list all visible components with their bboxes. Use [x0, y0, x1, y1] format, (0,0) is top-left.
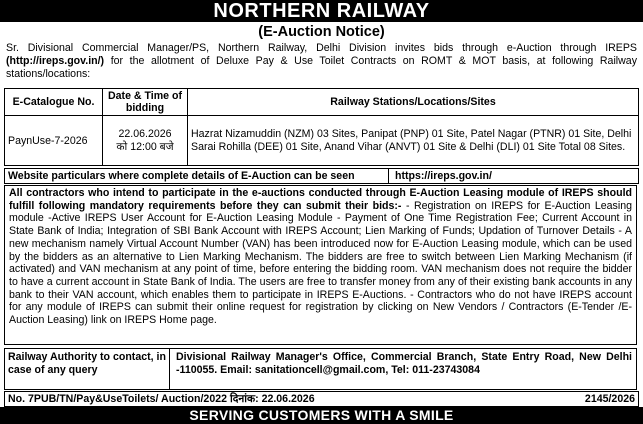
- slogan-banner: SERVING CUSTOMERS WITH A SMILE: [0, 407, 643, 424]
- requirements-heading: All contractors who intend to participate in the e-auctions conducted through E-Auction Leasing module of IREPS should fulfill following mandatory requirements before they can submit their bids:-: [9, 187, 632, 212]
- reference-date: 22.06.2026: [261, 393, 315, 405]
- header-catalogue: E-Catalogue No.: [5, 89, 103, 116]
- website-row: [4, 168, 639, 184]
- requirements-body: - Registration on IREPS for E-Auction Leasing module -Active IREPS User Account for E-Auction Leasing Module - Payment of One Time Registration Fee; Current Account in State Bank of India; Integration of SBI Bank Account with IREPS Account; Lien Marking of Funds; Updation of Turnover Details - A new mechanism namely Virtual Account Number (VAN) has been introduced now for E-Auction Leasing module, which can be used by the bidders as an alternative to Lien Marking Mechanism. The bidders are free to switch between Lien Marking Mechanism (if activated) and VAN mechanism at any point of time, before entering the bidding room. VAN mechanism does not require the bidder to have a current account in State Bank of India. The users are free to transfer money from any of their existing bank accounts in any bank to their VAN account, which enables them to participate in IREPS E-Auctions. - Contractors who do not have IREPS account for any module of IREPS can submit their online request for registration by clicking on New Vendors / Contractors (E-Tender /E- Auction Leasing) link on IREPS Home page.: [9, 199, 632, 327]
- header-sites: Railway Stations/Locations/Sites: [188, 89, 639, 116]
- table-header-row: [5, 89, 639, 116]
- divider: [388, 169, 389, 183]
- intro-text-start: Sr. Divisional Commercial Manager/PS, Northern Railway, Delhi Division invites bids through e-Auction through IREPS: [6, 42, 637, 54]
- intro-text-end: for the allotment of Deluxe Pay & Use Toilet Contracts on ROMT & MOT basis, at following Railway stations/locations:: [6, 55, 637, 80]
- date-label: दिनांक:: [229, 393, 259, 405]
- authority-label: Railway Authority to contact, in case of any query: [8, 351, 166, 376]
- reference-number: No. 7PUB/TN/Pay&UseToilets/ Auction/2022: [8, 393, 227, 405]
- contractor-requirements: [4, 185, 637, 345]
- notice-title: (E-Auction Notice): [258, 24, 385, 40]
- authority-details: Divisional Railway Manager's Office, Commercial Branch, State Entry Road, New Delhi -110055. Email: sanitationcell@gmail.com, Tel: 011-23743084: [176, 351, 632, 376]
- cell-date-line1: 22.06.2026: [118, 127, 172, 140]
- reference-row: [4, 391, 639, 407]
- cell-date-line2: को 12:00 बजे: [116, 140, 174, 153]
- table-row: [5, 116, 639, 166]
- reference-left: [8, 392, 315, 406]
- authority-section: [4, 348, 637, 390]
- website-url-link[interactable]: https://ireps.gov.in/: [395, 170, 492, 182]
- cell-catalogue: PaynUse-7-2026: [5, 116, 103, 166]
- intro-paragraph: [6, 42, 637, 81]
- railway-name-banner: NORTHERN RAILWAY: [0, 0, 643, 22]
- cell-date: [103, 116, 188, 166]
- header-date: Date & Time of bidding: [103, 89, 188, 116]
- divider: [169, 349, 170, 389]
- website-label: Website particulars where complete details of E-Auction can be seen: [8, 170, 355, 182]
- reference-code: 2145/2026: [584, 393, 635, 405]
- ireps-link[interactable]: (http://ireps.gov.in/): [6, 55, 105, 67]
- auction-table: [4, 88, 639, 166]
- cell-sites: Hazrat Nizamuddin (NZM) 03 Sites, Panipat (PNP) 01 Site, Patel Nagar (PTNR) 01 Site, Delhi Sarai Rohilla (DEE) 01 Site, Anand Vihar (ANVT) 01 Site & Delhi (DLI) 01 Site Total 08 Sites.: [188, 116, 639, 166]
